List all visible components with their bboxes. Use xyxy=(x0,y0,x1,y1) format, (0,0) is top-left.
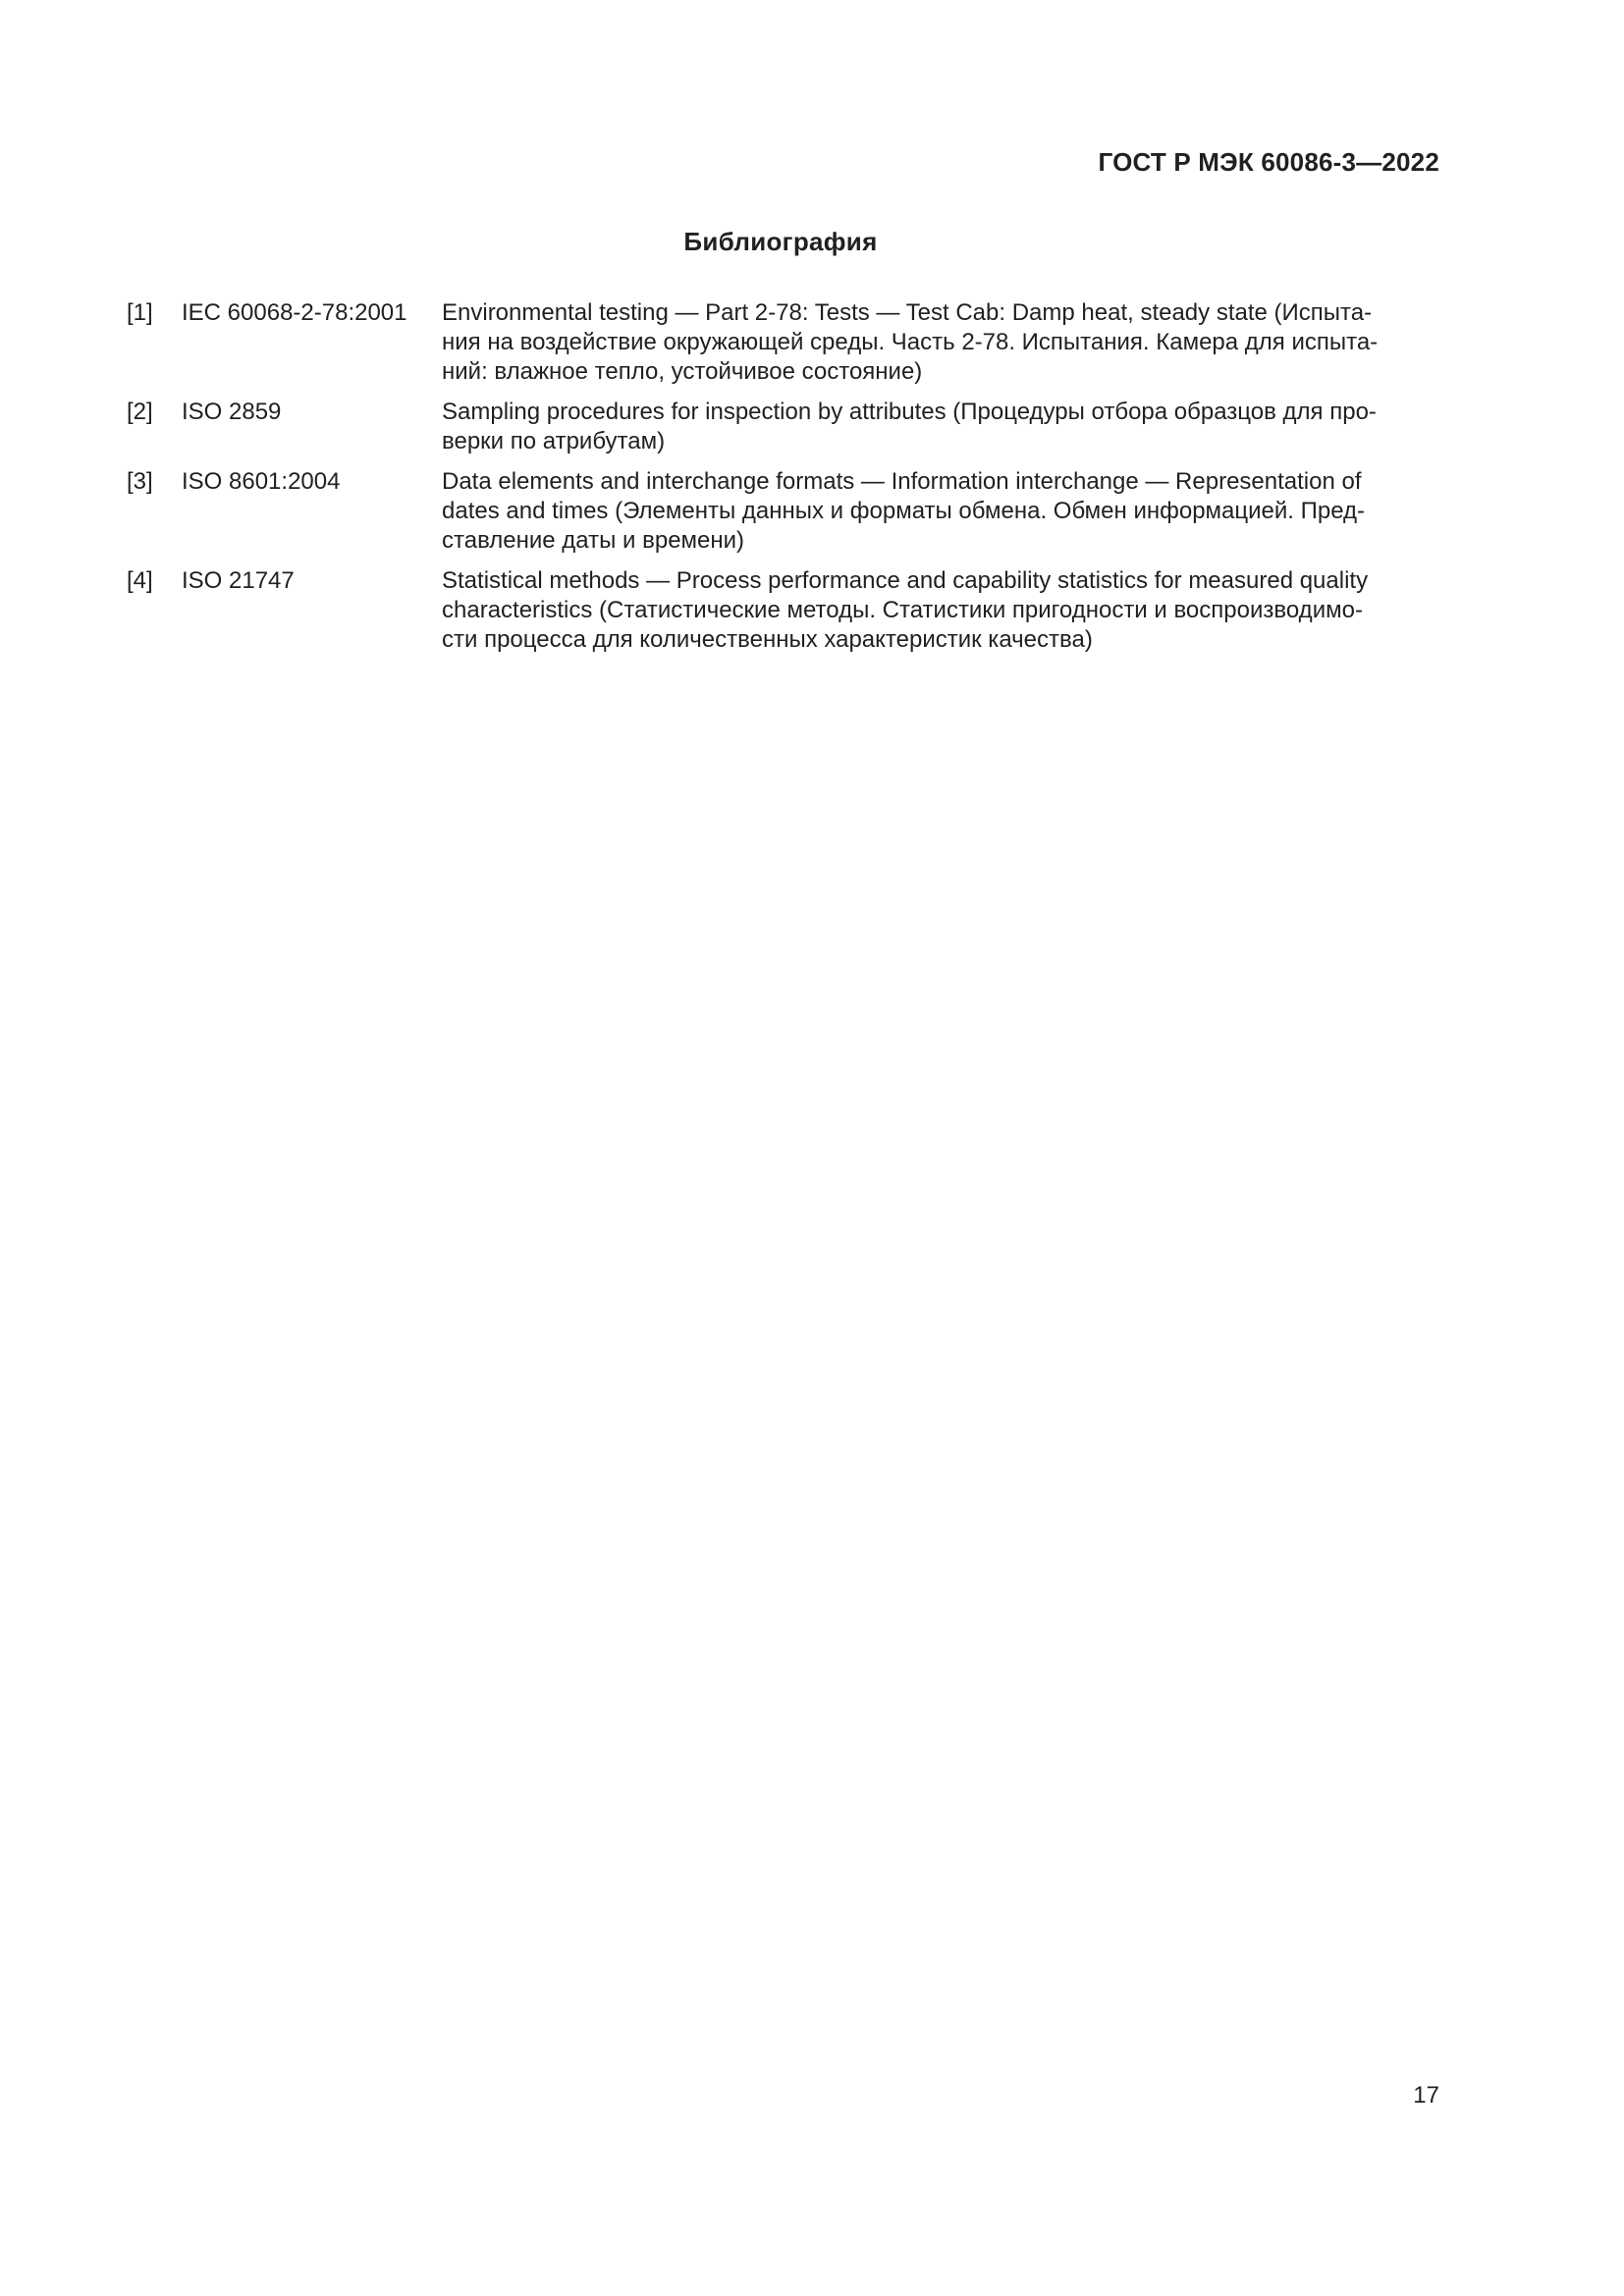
entry-number: [1] xyxy=(127,299,153,326)
standard-code: ISO 2859 xyxy=(182,399,282,425)
document-code: ГОСТ Р МЭК 60086-3—2022 xyxy=(1098,147,1439,177)
section-title: Библиография xyxy=(683,227,878,256)
standard-title: Environmental testing — Part 2-78: Tests — Test Cab: Damp heat, steady state (Испыта- ния на воздействие окружающей среды. Часть 2-78. Испытания. Камера для испыта- ний: влажное тепло, устойчивое состояние) xyxy=(442,299,1379,385)
standard-code: ISO 8601:2004 xyxy=(182,468,341,495)
standard-code: ISO 21747 xyxy=(182,567,295,594)
standard-title: Statistical methods — Process performance and capability statistics for measured quality characteristics (Статистические методы. Статистики пригодности и воспроизводимо- сти процесса для количественных характеристик качества) xyxy=(442,567,1369,653)
entry-number: [3] xyxy=(127,468,153,495)
entry-number: [4] xyxy=(127,567,153,594)
standard-title: Sampling procedures for inspection by attributes (Процедуры отбора образцов для про- верки по атрибутам) xyxy=(442,399,1377,454)
bibliography-list xyxy=(127,298,1433,666)
standard-code: IEC 60068-2-78:2001 xyxy=(182,299,407,326)
entry-number: [2] xyxy=(127,399,153,425)
page-number: 17 xyxy=(1413,2082,1439,2109)
standard-title: Data elements and interchange formats — Information interchange — Representation of dates and times (Элементы данных и форматы обмена. Обмен информацией. Пред- ставление даты и времени) xyxy=(442,468,1366,554)
bibliography-entry xyxy=(127,566,1433,655)
bibliography-entry xyxy=(127,467,1433,556)
bibliography-entry xyxy=(127,398,1433,456)
bibliography-entry xyxy=(127,298,1433,387)
